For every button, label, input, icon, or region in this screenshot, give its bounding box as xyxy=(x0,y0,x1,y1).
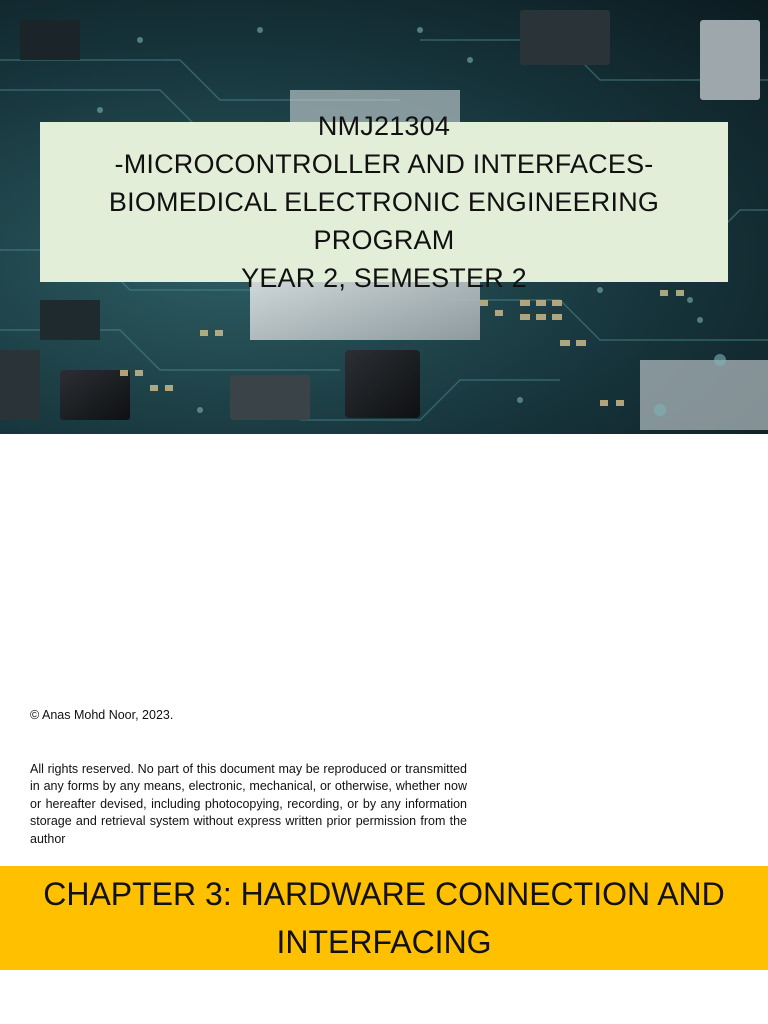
chapter-title-line-1: CHAPTER 3: HARDWARE CONNECTION AND xyxy=(43,876,725,912)
circuit-board-image xyxy=(0,0,768,434)
chapter-title-bar xyxy=(0,866,768,970)
chapter-title-line-2: INTERFACING xyxy=(276,924,492,960)
year-semester: YEAR 2, SEMESTER 2 xyxy=(241,263,527,293)
course-name: -MICROCONTROLLER AND INTERFACES- xyxy=(114,149,654,179)
program-name: BIOMEDICAL ELECTRONIC ENGINEERING PROGRAM xyxy=(108,187,660,255)
copyright-notice: © Anas Mohd Noor, 2023. xyxy=(30,708,174,722)
course-code: NMJ21304 xyxy=(317,111,451,141)
course-title-box xyxy=(40,111,728,293)
rights-statement: All rights reserved. No part of this document may be reproduced or transmitted in any forms by any means, electronic, mechanical, or otherwise, whether now or hereafter devised, including photocopying, recording, or by any information storage and retrieval system without express written prior permission from the author xyxy=(30,762,467,846)
